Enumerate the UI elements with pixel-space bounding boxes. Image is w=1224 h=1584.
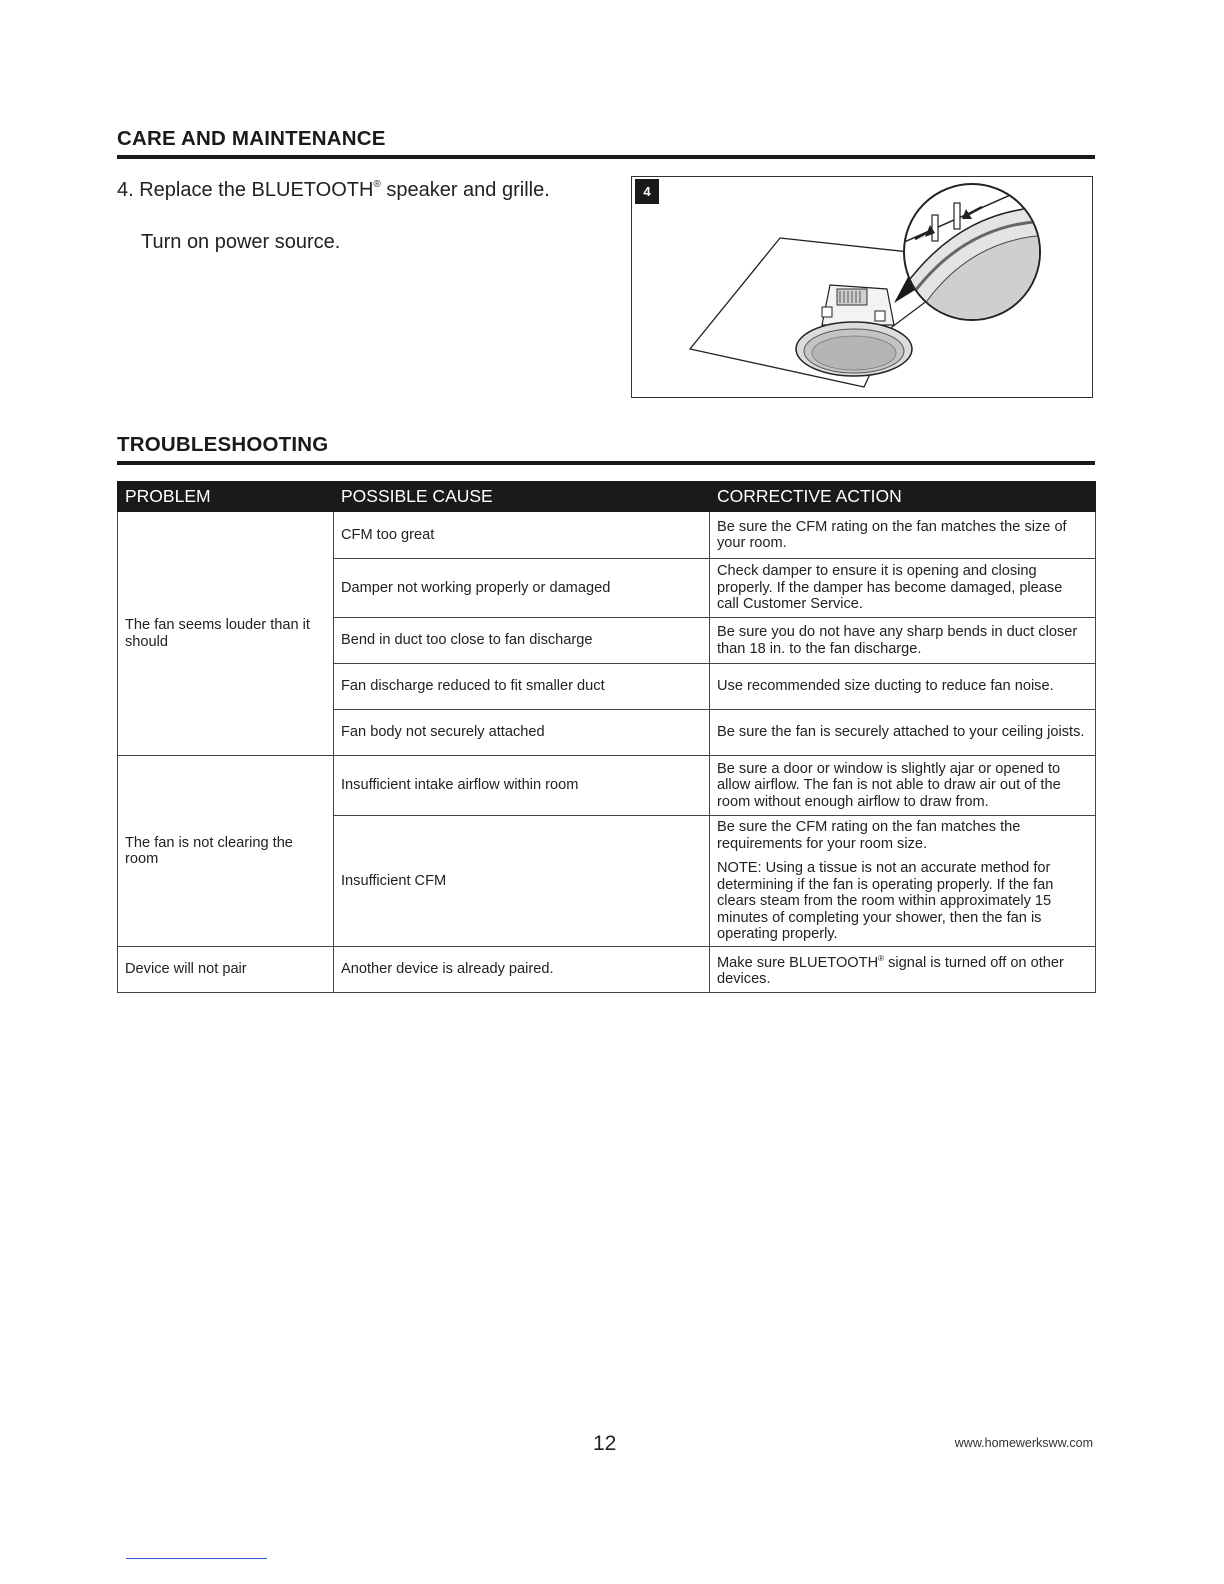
cause-cell: CFM too great [334, 512, 710, 559]
action-cell [710, 816, 1096, 947]
cause-cell: Insufficient intake airflow within room [334, 756, 710, 816]
troubleshooting-table [117, 481, 1096, 993]
tissue-note: NOTE: Using a tissue is not an accurate method for determining if the fan is operating properly. If the fan clears steam from the room within approximately 15 minutes of completing your shower, then the fan is operating properly. [717, 860, 1054, 943]
cause-cell: Insufficient CFM [334, 816, 710, 947]
problem-cell: The fan is not clearing the room [118, 756, 334, 947]
action-text: Be sure the CFM rating on the fan matches the requirements for your room size. [717, 819, 1021, 852]
power-source-text: Turn on power source. [141, 231, 341, 253]
header-possible-cause: POSSIBLE CAUSE [334, 482, 710, 512]
cause-cell: Fan body not securely attached [334, 710, 710, 756]
cause-cell: Another device is already paired. [334, 947, 710, 993]
action-cell: Be sure the fan is securely attached to your ceiling joists. [710, 710, 1096, 756]
cause-cell: Damper not working properly or damaged [334, 559, 710, 618]
action-cell: Be sure you do not have any sharp bends in duct closer than 18 in. to the fan discharge. [710, 618, 1096, 664]
step-4-figure [631, 176, 1093, 398]
action-cell: Make sure BLUETOOTH® signal is turned off on other devices. [710, 947, 1096, 993]
troubleshooting-title-rule [117, 461, 1095, 465]
table-row [118, 947, 1096, 993]
problem-cell: Device will not pair [118, 947, 334, 993]
care-title-rule [117, 155, 1095, 159]
table-header-row [118, 482, 1096, 512]
action-cell: Be sure the CFM rating on the fan matches the size of your room. [710, 512, 1096, 559]
action-cell: Use recommended size ducting to reduce fan noise. [710, 664, 1096, 710]
table-row [118, 512, 1096, 559]
bottom-link-underline [126, 1558, 267, 1559]
cause-cell: Bend in duct too close to fan discharge [334, 618, 710, 664]
cause-cell: Fan discharge reduced to fit smaller duct [334, 664, 710, 710]
header-problem: PROBLEM [118, 482, 334, 512]
care-maintenance-title: CARE AND MAINTENANCE [117, 127, 386, 150]
header-corrective-action: CORRECTIVE ACTION [710, 482, 1096, 512]
step-4-text: 4. Replace the BLUETOOTH® speaker and grille. [117, 179, 550, 201]
figure-number-badge: 4 [635, 179, 659, 204]
problem-cell: The fan seems louder than it should [118, 512, 334, 756]
page-number: 12 [593, 1432, 617, 1455]
troubleshooting-title: TROUBLESHOOTING [117, 433, 329, 456]
action-cell: Be sure a door or window is slightly ajar or opened to allow airflow. The fan is not able to draw air out of the room without enough airflow to draw from. [710, 756, 1096, 816]
action-cell: Check damper to ensure it is opening and closing properly. If the damper has become damaged, please call Customer Service. [710, 559, 1096, 618]
speaker-grille-illustration [632, 177, 1093, 398]
website-link[interactable]: www.homewerksww.com [954, 1436, 1093, 1450]
table-row [118, 756, 1096, 816]
